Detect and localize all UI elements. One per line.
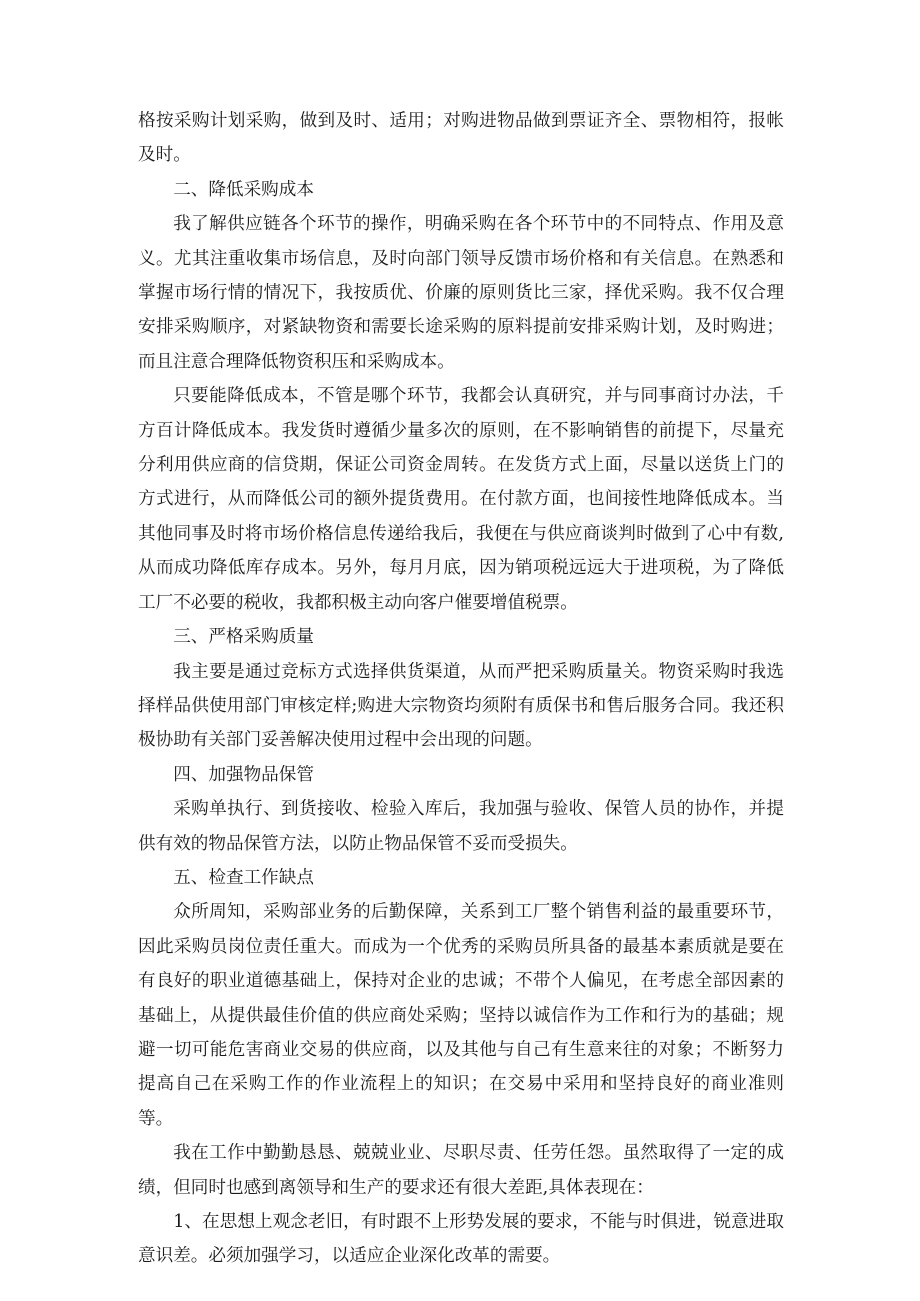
body-paragraph: 采购单执行、到货接收、检验入库后，我加强与验收、保管人员的协作，并提供有效的物品保管方法，以防止物品保管不妥而受损失。 [138,799,784,854]
body-paragraph: 只要能降低成本，不管是哪个环节，我都会认真研究，并与同事商讨办法，千方百计降低成本。我发货时遵循少量多次的原则，在不影响销售的前提下，尽量充分利用供应商的信贷期，保证公司资金周转。在发货方式上面，尽量以送货上门的方式进行，从而降低公司的额外提货费用。在付款方面，也间接性地降低成本。当其他同事及时将市场价格信息传递给我后，我便在与供应商谈判时做到了心中有数,从而成功降低库存成本。另外，每月月底，因为销项税远远大于进项税，为了降低工厂不必要的税收，我都积极主动向客户催要增值税票。 [138,386,784,613]
body-paragraph: 我主要是通过竞标方式选择供货渠道，从而严把采购质量关。物资采购时我选择样品供使用部门审核定样;购进大宗物资均须附有质保书和售后服务合同。我还积极协助有关部门妥善解决使用过程中会出现的问题。 [138,661,784,751]
section-heading-shortcomings: 五、检查工作缺点 [173,867,314,888]
document-page [138,104,784,1274]
section-heading-storage: 四、加强物品保管 [173,764,314,785]
list-item-paragraph: 1、在思想上观念老旧，有时跟不上形势发展的要求，不能与时俱进，锐意进取意识差。必须加强学习，以适应企业深化改革的需要。 [138,1212,784,1267]
body-paragraph: 我在工作中勤勤恳恳、兢兢业业、尽职尽责、任劳任怨。虽然取得了一定的成绩，但同时也感到离领导和生产的要求还有很大差距,具体表现在： [138,1143,784,1198]
section-heading-reduce-cost: 二、降低采购成本 [173,179,314,200]
body-paragraph: 众所周知，采购部业务的后勤保障，关系到工厂整个销售利益的最重要环节，因此采购员岗位责任重大。而成为一个优秀的采购员所具备的最基本素质就是要在有良好的职业道德基础上，保持对企业的忠诚；不带个人偏见，在考虑全部因素的基础上，从提供最佳价值的供应商处采购；坚持以诚信作为工作和行为的基础；规避一切可能危害商业交易的供应商，以及其他与自己有生意来往的对象；不断努力提高自己在采购工作的作业流程上的知识；在交易中采用和坚持良好的商业准则等。 [138,902,784,1129]
paragraph-continuation: 格按采购计划采购，做到及时、适用；对购进物品做到票证齐全、票物相符，报帐及时。 [138,111,784,166]
body-paragraph: 我了解供应链各个环节的操作，明确采购在各个环节中的不同特点、作用及意义。尤其注重收集市场信息，及时向部门领导反馈市场价格和有关信息。在熟悉和掌握市场行情的情况下，我按质优、价廉的原则货比三家，择优采购。我不仅合理安排采购顺序，对紧缺物资和需要长途采购的原料提前安排采购计划，及时购进；而且注意合理降低物资积压和采购成本。 [138,214,784,372]
section-heading-quality: 三、严格采购质量 [173,627,314,648]
